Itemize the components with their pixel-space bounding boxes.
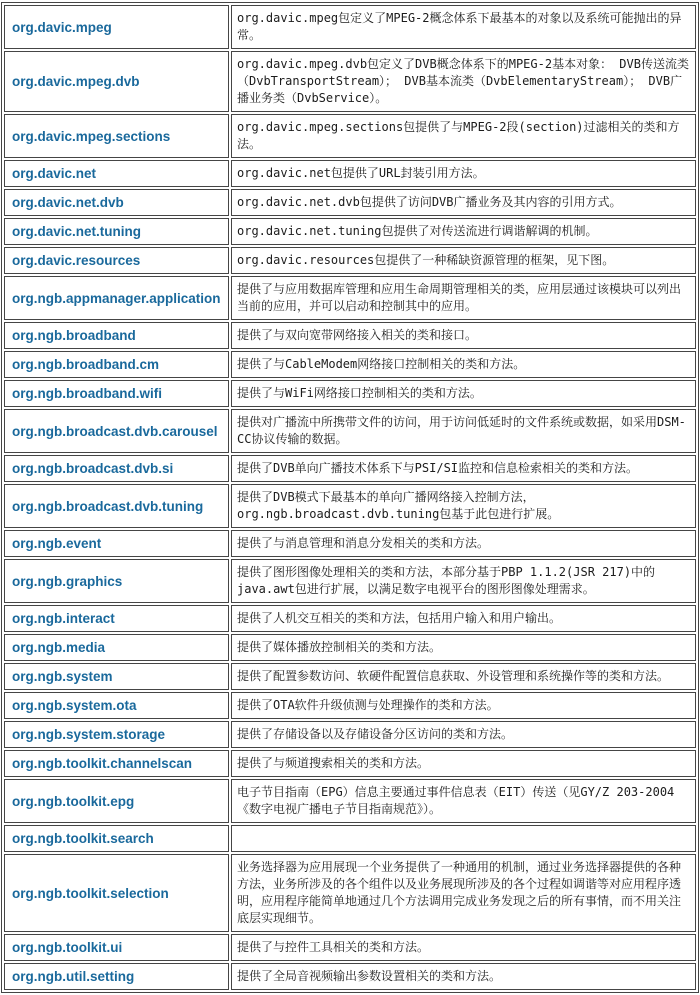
table-row	[4, 934, 696, 961]
table-row	[4, 5, 696, 49]
package-name: org.ngb.util.setting	[12, 969, 135, 984]
package-description: 提供了图形图像处理相关的类和方法，本部分基于PBP 1.1.2(JSR 217)中的java.awt包进行扩展，以满足数字电视平台的图形图像处理需求。	[237, 565, 656, 596]
package-name: org.davic.resources	[12, 253, 141, 268]
table-row	[4, 721, 696, 748]
table-row	[4, 663, 696, 690]
package-table-body	[4, 5, 696, 990]
package-name: org.ngb.broadcast.dvb.carousel	[12, 423, 218, 439]
package-description-cell	[231, 276, 696, 320]
package-name: org.davic.net.dvb	[12, 195, 124, 210]
table-row	[4, 114, 696, 158]
table-row	[4, 779, 696, 823]
package-name: org.ngb.graphics	[12, 573, 123, 589]
package-description: 提供了与控件工具相关的类和方法。	[237, 940, 430, 954]
package-description: 电子节目指南（EPG）信息主要通过事件信息表（EIT）传送（见GY/Z 203-2004《数字电视广播电子节目指南规范》）。	[237, 785, 675, 816]
package-name-cell	[4, 692, 229, 719]
package-name-cell	[4, 779, 229, 823]
package-description: 提供了DVB单向广播技术体系下与PSI/SI监控和信息检索相关的类和方法。	[237, 461, 639, 475]
table-row	[4, 160, 696, 187]
package-description-cell	[231, 247, 696, 274]
table-row	[4, 559, 696, 603]
package-description: 提供了全局音视频输出参数设置相关的类和方法。	[237, 969, 502, 983]
package-name-cell	[4, 114, 229, 158]
table-row	[4, 692, 696, 719]
table-row	[4, 825, 696, 852]
package-description-cell	[231, 160, 696, 187]
package-description-cell	[231, 455, 696, 482]
package-name: org.ngb.toolkit.selection	[12, 885, 169, 901]
package-name: org.davic.net.tuning	[12, 224, 142, 239]
package-description-cell	[231, 189, 696, 216]
package-description-cell	[231, 692, 696, 719]
package-name: org.ngb.toolkit.search	[12, 831, 154, 846]
package-name-cell	[4, 663, 229, 690]
package-name-cell	[4, 484, 229, 528]
package-description: 提供了人机交互相关的类和方法，包括用户输入和用户输出。	[237, 611, 562, 625]
package-name: org.davic.mpeg.sections	[12, 128, 171, 144]
package-name: org.ngb.event	[12, 536, 102, 551]
package-name-cell	[4, 51, 229, 112]
package-description-cell	[231, 5, 696, 49]
package-name-cell	[4, 530, 229, 557]
package-name-cell	[4, 276, 229, 320]
package-description-cell	[231, 963, 696, 990]
package-description-cell	[231, 934, 696, 961]
package-name: org.ngb.broadband.cm	[12, 357, 159, 372]
package-name-cell	[4, 559, 229, 603]
package-name-cell	[4, 322, 229, 349]
package-name: org.ngb.toolkit.channelscan	[12, 756, 193, 771]
package-description-cell	[231, 605, 696, 632]
package-name-cell	[4, 351, 229, 378]
package-name-cell	[4, 634, 229, 661]
table-row	[4, 276, 696, 320]
package-name: org.ngb.toolkit.ui	[12, 940, 123, 955]
package-name: org.ngb.system.storage	[12, 727, 166, 742]
package-name: org.ngb.appmanager.application	[12, 290, 221, 306]
package-name-cell	[4, 854, 229, 932]
package-description-cell	[231, 854, 696, 932]
package-name-cell	[4, 721, 229, 748]
table-row	[4, 605, 696, 632]
package-name-cell	[4, 160, 229, 187]
package-name: org.ngb.toolkit.epg	[12, 793, 135, 809]
package-description: org.davic.net.tuning包提供了对传送流进行调谐解调的机制。	[237, 224, 598, 238]
package-name-cell	[4, 825, 229, 852]
table-row	[4, 634, 696, 661]
package-description: 提供了OTA软件升级侦测与处理操作的类和方法。	[237, 698, 499, 712]
package-name: org.ngb.media	[12, 640, 106, 655]
package-name: org.ngb.system	[12, 669, 113, 684]
package-name-cell	[4, 189, 229, 216]
package-name-cell	[4, 5, 229, 49]
table-row	[4, 247, 696, 274]
table-row	[4, 351, 696, 378]
package-description: 提供了与应用数据库管理和应用生命周期管理相关的类，应用层通过该模块可以列出当前的应用，并可以启动和控制其中的应用。	[237, 282, 682, 313]
table-row	[4, 530, 696, 557]
package-description: 提供了与双向宽带网络接入相关的类和接口。	[237, 328, 478, 342]
package-description: 提供了存储设备以及存储设备分区访问的类和方法。	[237, 727, 514, 741]
package-description-cell	[231, 51, 696, 112]
package-name: org.davic.mpeg	[12, 19, 112, 35]
package-description-cell	[231, 322, 696, 349]
package-description: org.davic.mpeg.sections包提供了与MPEG-2段(section)过滤相关的类和方法。	[237, 120, 680, 151]
package-description: 提供了与CableModem网络接口控制相关的类和方法。	[237, 357, 526, 371]
package-description-cell	[231, 218, 696, 245]
package-description-cell	[231, 721, 696, 748]
package-table	[1, 2, 699, 993]
package-description: 提供了媒体播放控制相关的类和方法。	[237, 640, 442, 654]
package-description: 提供了与频道搜索相关的类和方法。	[237, 756, 430, 770]
package-description-cell	[231, 663, 696, 690]
package-description-cell	[231, 750, 696, 777]
package-name-cell	[4, 963, 229, 990]
package-description: 提供了与消息管理和消息分发相关的类和方法。	[237, 536, 490, 550]
table-row	[4, 409, 696, 453]
package-name-cell	[4, 247, 229, 274]
package-description: 业务选择器为应用展现一个业务提供了一种通用的机制，通过业务选择器提供的各种方法，业务所涉及的各个组件以及业务展现所涉及的各个过程如调谐等对应用程序透明，应用程序能简单地通过几个方法调用完成业务发现之后的所有事情，而不用关注底层实现细节。	[237, 860, 682, 925]
package-description-cell	[231, 484, 696, 528]
package-description: org.davic.mpeg.dvb包定义了DVB概念体系下的MPEG-2基本对象： DVB传送流类（DvbTransportStream）； DVB基本流类（DvbElementaryStream）； DVB广播业务类（DvbService）。	[237, 57, 689, 105]
package-description: org.davic.net包提供了URL封装引用方法。	[237, 166, 485, 180]
package-name-cell	[4, 455, 229, 482]
package-description: 提供了配置参数访问、软硬件配置信息获取、外设管理和系统操作等的类和方法。	[237, 669, 670, 683]
table-row	[4, 322, 696, 349]
table-row	[4, 750, 696, 777]
package-name: org.ngb.broadband.wifi	[12, 386, 162, 401]
package-name: org.ngb.broadcast.dvb.tuning	[12, 498, 204, 514]
table-row	[4, 854, 696, 932]
package-name-cell	[4, 380, 229, 407]
package-name: org.ngb.interact	[12, 611, 115, 626]
table-row	[4, 455, 696, 482]
package-name: org.ngb.system.ota	[12, 698, 137, 713]
package-name: org.ngb.broadband	[12, 328, 136, 343]
package-description-cell	[231, 409, 696, 453]
package-name-cell	[4, 409, 229, 453]
package-description-cell	[231, 380, 696, 407]
package-description-cell	[231, 825, 696, 852]
package-description-cell	[231, 114, 696, 158]
package-name: org.ngb.broadcast.dvb.si	[12, 461, 174, 476]
package-description-cell	[231, 634, 696, 661]
package-name: org.davic.net	[12, 166, 97, 181]
package-description: 提供了DVB模式下最基本的单向广播网络接入控制方法，org.ngb.broadcast.dvb.tuning包基于此包进行扩展。	[237, 490, 560, 521]
table-row	[4, 484, 696, 528]
table-row	[4, 218, 696, 245]
package-description: org.davic.mpeg包定义了MPEG-2概念体系下最基本的对象以及系统可能抛出的异常。	[237, 11, 682, 42]
table-row	[4, 189, 696, 216]
package-name-cell	[4, 218, 229, 245]
package-description: 提供对广播流中所携带文件的访问，用于访问低延时的文件系统或数据，如采用DSM-CC协议传输的数据。	[237, 415, 686, 446]
package-name-cell	[4, 750, 229, 777]
package-name: org.davic.mpeg.dvb	[12, 74, 140, 89]
table-row	[4, 380, 696, 407]
package-description: org.davic.resources包提供了一种稀缺资源管理的框架，见下图。	[237, 253, 615, 267]
package-description: 提供了与WiFi网络接口控制相关的类和方法。	[237, 386, 482, 400]
package-description-cell	[231, 351, 696, 378]
table-row	[4, 51, 696, 112]
package-name-cell	[4, 934, 229, 961]
package-description-cell	[231, 559, 696, 603]
package-name-cell	[4, 605, 229, 632]
table-row	[4, 963, 696, 990]
package-description-cell	[231, 530, 696, 557]
package-description: org.davic.net.dvb包提供了访问DVB广播业务及其内容的引用方式。	[237, 195, 622, 209]
package-description-cell	[231, 779, 696, 823]
